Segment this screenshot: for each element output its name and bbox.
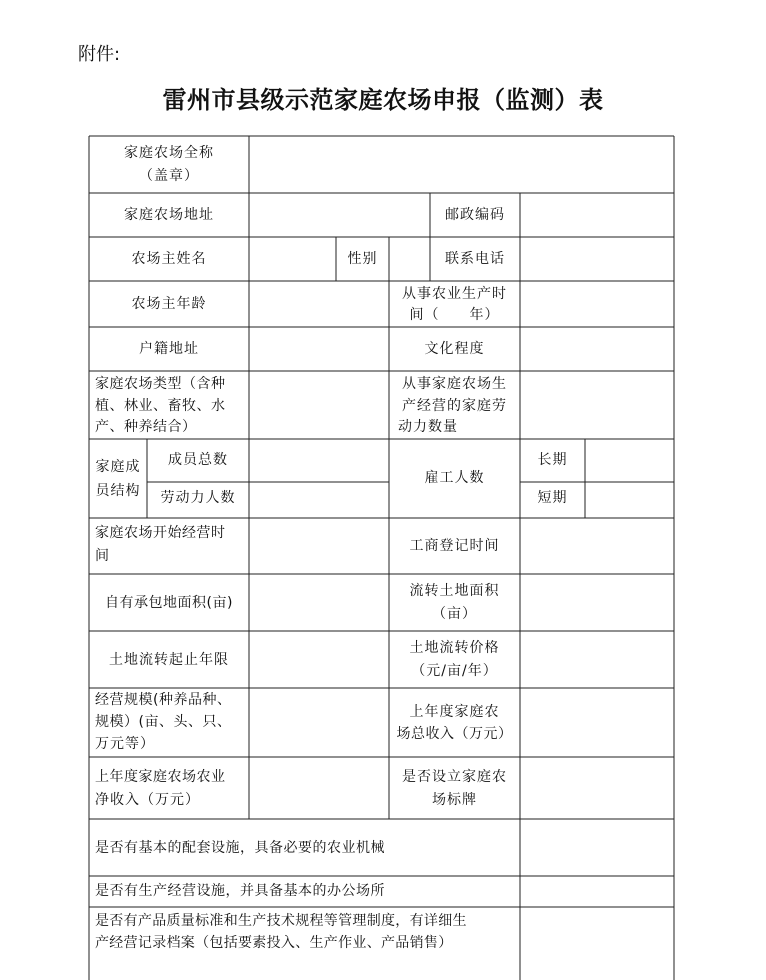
start-time-label: 家庭农场开始经营时 (95, 525, 226, 541)
start-time-field[interactable] (250, 519, 388, 573)
quality-label: 是否有产品质量标准和生产技术规程等管理制度，有详细生 (95, 913, 467, 929)
members-total-field[interactable] (250, 440, 388, 481)
transfer-period-field[interactable] (250, 632, 388, 687)
signboard-label-2: 场标牌 (432, 792, 477, 808)
postal-code-field[interactable] (521, 194, 673, 236)
education-label: 文化程度 (424, 341, 485, 357)
office-field[interactable] (521, 877, 673, 906)
household-address-label: 户籍地址 (139, 341, 199, 357)
business-registration-label: 工商登记时间 (409, 538, 500, 554)
phone-label: 联系电话 (445, 251, 505, 267)
total-income-label-2: 场总收入（万元） (396, 726, 513, 742)
owner-name-field[interactable] (250, 238, 335, 280)
family-structure-label-2: 员结构 (95, 483, 141, 499)
office-label: 是否有生产经营设施，并具备基本的办公场所 (95, 883, 385, 899)
farm-type-field[interactable] (250, 372, 388, 438)
farming-years-field[interactable] (521, 282, 673, 326)
scale-label-2: 规模）(亩、头、只、 (95, 714, 232, 730)
phone-field[interactable] (521, 238, 673, 280)
farm-address-label: 家庭农场地址 (124, 207, 214, 223)
hired-workers-label: 雇工人数 (424, 470, 485, 486)
signboard-field[interactable] (521, 758, 673, 818)
farm-type-label-2: 植、林业、畜牧、水 (95, 398, 226, 414)
long-term-label: 长期 (537, 452, 568, 468)
transfer-period-label: 土地流转起止年限 (109, 652, 229, 668)
family-labor-label: 从事家庭农场生 (402, 376, 507, 392)
owner-age-field[interactable] (250, 282, 388, 326)
long-term-field[interactable] (586, 440, 673, 481)
members-total-label: 成员总数 (168, 452, 228, 468)
farm-full-name-field[interactable] (250, 137, 673, 192)
business-registration-field[interactable] (521, 519, 673, 573)
owner-name-label: 农场主姓名 (131, 251, 207, 267)
short-term-label: 短期 (537, 490, 568, 506)
farm-type-label-3: 产、种养结合） (95, 419, 197, 435)
attachment-label: 附件: (78, 44, 121, 65)
household-address-field[interactable] (250, 328, 388, 370)
family-labor-label-2: 产经营的家庭劳 (402, 398, 507, 414)
quality-field[interactable] (521, 908, 673, 980)
farm-type-label: 家庭农场类型（含种 (95, 376, 226, 392)
transfer-land-field[interactable] (521, 575, 673, 630)
total-income-field[interactable] (521, 689, 673, 756)
net-income-field[interactable] (250, 758, 388, 818)
transfer-price-label-2: （元/亩/年） (411, 663, 498, 679)
gender-field[interactable] (390, 238, 429, 280)
owner-age-label: 农场主年龄 (131, 296, 207, 312)
short-term-field[interactable] (586, 483, 673, 517)
family-labor-field[interactable] (521, 372, 673, 438)
family-structure-label: 家庭成 (95, 459, 141, 475)
transfer-price-label: 土地流转价格 (409, 640, 500, 656)
net-income-label-2: 净收入（万元） (95, 792, 200, 808)
farming-years-label-2: 间（ 年） (409, 307, 500, 323)
labor-count-field[interactable] (250, 483, 388, 517)
education-field[interactable] (521, 328, 673, 370)
net-income-label: 上年度家庭农场农业 (95, 769, 226, 785)
facilities-field[interactable] (521, 820, 673, 875)
transfer-price-field[interactable] (521, 632, 673, 687)
page-title: 雷州市县级示范家庭农场申报（监测）表 (162, 86, 604, 114)
seal-label: （盖章） (139, 168, 199, 184)
farming-years-label: 从事农业生产时 (402, 286, 507, 302)
farm-address-field[interactable] (250, 194, 429, 236)
farm-full-name-label: 家庭农场全称 (124, 145, 214, 161)
quality-label-2: 产经营记录档案（包括要素投入、生产作业、产品销售） (95, 935, 453, 951)
scale-label-3: 万元等） (95, 736, 155, 752)
family-labor-label-3: 动力数量 (398, 419, 458, 435)
own-land-label: 自有承包地面积(亩) (105, 595, 233, 611)
total-income-label: 上年度家庭农 (409, 704, 500, 720)
transfer-land-label: 流转土地面积 (409, 583, 500, 599)
transfer-land-label-2: （亩） (432, 606, 477, 622)
signboard-label: 是否设立家庭农 (402, 769, 507, 785)
start-time-label-2: 间 (95, 548, 110, 564)
scale-field[interactable] (250, 689, 388, 756)
scale-label: 经营规模(种养品种、 (95, 692, 232, 708)
labor-count-label: 劳动力人数 (160, 490, 236, 506)
own-land-field[interactable] (250, 575, 388, 630)
facilities-label: 是否有基本的配套设施，具备必要的农业机械 (95, 840, 385, 856)
postal-code-label: 邮政编码 (445, 207, 505, 223)
gender-label: 性别 (347, 251, 378, 267)
